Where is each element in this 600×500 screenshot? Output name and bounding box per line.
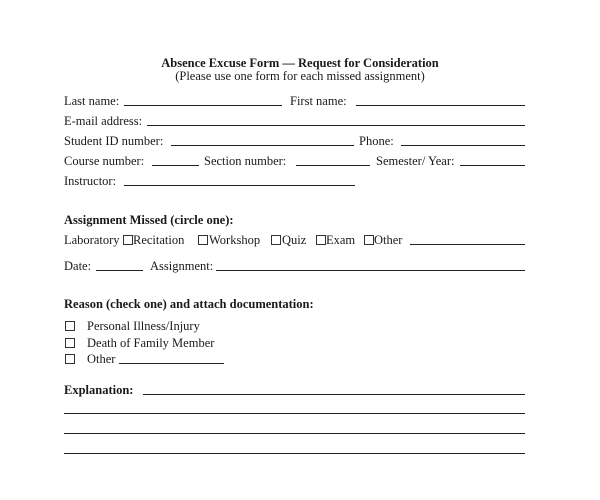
assignment-heading-text: Assignment Missed (circle one): bbox=[64, 213, 234, 227]
last-name-field[interactable] bbox=[124, 105, 282, 106]
date-field[interactable] bbox=[96, 270, 143, 271]
form-title: Absence Excuse Form — Request for Consideration bbox=[161, 56, 439, 70]
form-subtitle: (Please use one form for each missed assignment) bbox=[175, 69, 425, 83]
option-quiz[interactable]: Quiz bbox=[282, 233, 307, 247]
explanation-line-4[interactable] bbox=[64, 453, 525, 454]
instructor-field[interactable] bbox=[124, 185, 355, 186]
assignment-field[interactable] bbox=[216, 270, 525, 271]
reason-heading bbox=[64, 296, 534, 312]
checkbox-icon[interactable] bbox=[65, 321, 75, 331]
reason-option-2[interactable] bbox=[64, 335, 534, 351]
email-row bbox=[64, 113, 534, 129]
checkbox-icon[interactable] bbox=[316, 235, 326, 245]
checkbox-icon[interactable] bbox=[65, 354, 75, 364]
first-name-field[interactable] bbox=[356, 105, 525, 106]
assignment-heading bbox=[64, 212, 534, 228]
date-row bbox=[64, 258, 534, 274]
student-id-label: Student ID number: bbox=[64, 134, 164, 148]
course-number-field[interactable] bbox=[152, 165, 199, 166]
explanation-line-3[interactable] bbox=[64, 433, 525, 434]
checkbox-icon[interactable] bbox=[364, 235, 374, 245]
email-label: E-mail address: bbox=[64, 114, 143, 128]
section-number-label: Section number: bbox=[204, 154, 287, 168]
student-id-field[interactable] bbox=[171, 145, 354, 146]
reason-illness-label: Personal Illness/Injury bbox=[87, 319, 200, 333]
semester-year-field[interactable] bbox=[460, 165, 525, 166]
name-row bbox=[64, 93, 534, 109]
first-name-label: First name: bbox=[290, 94, 347, 108]
explanation-label: Explanation: bbox=[64, 383, 134, 397]
checkbox-icon[interactable] bbox=[271, 235, 281, 245]
student-id-row bbox=[64, 133, 534, 149]
date-label: Date: bbox=[64, 259, 92, 273]
option-workshop[interactable]: Workshop bbox=[209, 233, 261, 247]
explanation-line-2[interactable] bbox=[64, 413, 525, 414]
phone-field[interactable] bbox=[401, 145, 525, 146]
section-number-field[interactable] bbox=[296, 165, 370, 166]
assignment-label: Assignment: bbox=[150, 259, 214, 273]
reason-option-3[interactable] bbox=[64, 351, 534, 367]
checkbox-icon[interactable] bbox=[198, 235, 208, 245]
other-assignment-field[interactable] bbox=[410, 244, 525, 245]
reason-death-label: Death of Family Member bbox=[87, 336, 215, 350]
assignment-options-row bbox=[64, 232, 534, 248]
semester-year-label: Semester/ Year: bbox=[376, 154, 455, 168]
reason-other-label: Other bbox=[87, 352, 116, 366]
checkbox-icon[interactable] bbox=[65, 338, 75, 348]
option-other[interactable]: Other bbox=[374, 233, 403, 247]
option-recitation[interactable]: Recitation bbox=[133, 233, 185, 247]
option-exam[interactable]: Exam bbox=[326, 233, 356, 247]
phone-label: Phone: bbox=[359, 134, 394, 148]
course-number-label: Course number: bbox=[64, 154, 145, 168]
last-name-label: Last name: bbox=[64, 94, 120, 108]
instructor-row bbox=[64, 173, 534, 189]
course-row bbox=[64, 153, 534, 169]
explanation-field[interactable] bbox=[143, 394, 525, 395]
explanation-row bbox=[64, 382, 534, 398]
reason-other-field[interactable] bbox=[119, 363, 224, 364]
checkbox-icon[interactable] bbox=[123, 235, 133, 245]
instructor-label: Instructor: bbox=[64, 174, 117, 188]
email-field[interactable] bbox=[147, 125, 525, 126]
reason-heading-text: Reason (check one) and attach documentation: bbox=[64, 297, 314, 311]
reason-option-1[interactable] bbox=[64, 318, 534, 334]
option-laboratory[interactable]: Laboratory bbox=[64, 233, 120, 247]
